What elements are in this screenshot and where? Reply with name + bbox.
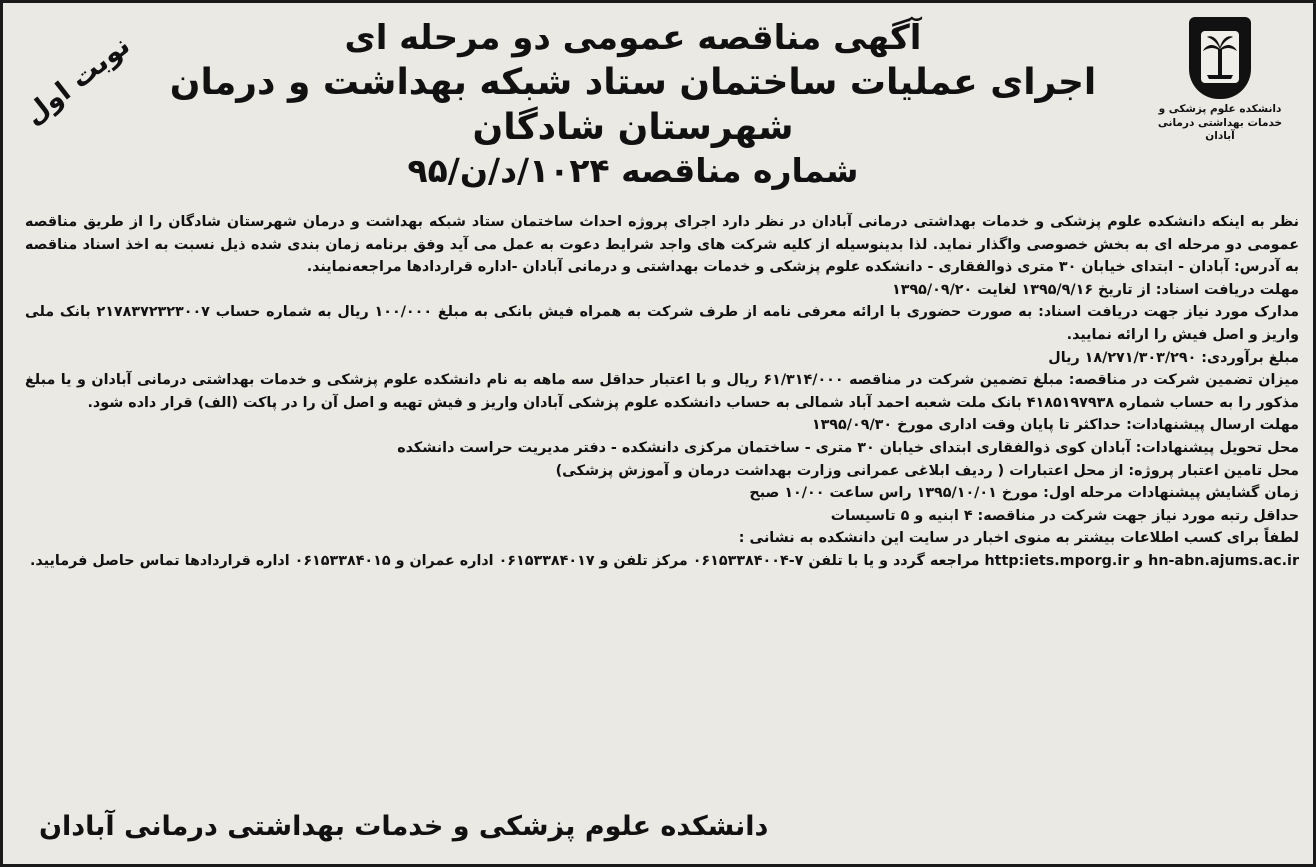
- title-block: [143, 17, 1123, 192]
- intro-paragraph: نظر به اینکه دانشکده علوم پزشکی و خدمات بهداشتی درمانی آبادان در نظر دارد اجرای پروژه احداث ساختمان ستاد شبکه بهداشت و درمان شهرستان شادگان را از طریق مناقصه عمومی دو مرحله ای به بخش خصوصی واگذار نماید. لذا بدینوسیله از کلیه شرکت های واجد شرایط دعوت به عمل می آید وفق برنامه زمان بندی شده ذیل نسبت به اخذ اسناد مناقصه به آدرس: آبادان - ابتدای خیابان ۳۰ متری ذوالفقاری - دانشکده علوم پزشکی و خدمات بهداشتی و درمانی آبادان -اداره قراردادها مراجعه‌نمایند.: [25, 214, 1299, 276]
- delivery-place: محل تحویل پیشنهادات: آبادان کوی ذوالفقاری ابتدای خیابان ۳۰ متری - ساختمان مرکزی دانشکده - دفتر مدیریت حراست دانشکده: [397, 439, 1299, 456]
- notice-body: [25, 211, 1299, 573]
- funding-source: محل تامین اعتبار پروژه: از محل اعتبارات ( ردیف ابلاغی عمرانی وزارت بهداشت درمان و آموزش پزشکی): [555, 462, 1299, 479]
- estimated-amount: مبلغ برآوردی: ۱۸/۲۷۱/۳۰۳/۲۹۰ ریال: [1048, 349, 1299, 366]
- notice-title: آگهی مناقصه عمومی دو مرحله ای: [344, 18, 922, 58]
- first-publication-stamp: نوبت اول: [18, 29, 136, 132]
- info-request: لطفاً برای کسب اطلاعات بیشتر به منوی اخبار در سایت این دانشکده به نشانی :: [738, 530, 1299, 547]
- docs-deadline: مهلت دریافت اسناد: از تاریخ ۱۳۹۵/۹/۱۶ لغایت ۱۳۹۵/۰۹/۲۰: [892, 281, 1299, 298]
- project-title: اجرای عملیات ساختمان ستاد شبکه بهداشت و درمان شهرستان شادگان: [169, 61, 1097, 148]
- tender-number: شماره مناقصه ۱۰۲۴/د/ن/۹۵: [407, 150, 859, 190]
- logo-line2: خدمات بهداشتی درمانی آبادان: [1157, 116, 1283, 143]
- required-documents: مدارک مورد نیاز جهت دریافت اسناد: به صورت حضوری با ارائه معرفی نامه از طرف شرکت به همراه فیش بانکی به مبلغ ۱۰۰/۰۰۰ ریال به شماره حساب ۲۱۷۸۳۷۲۳۲۳۰۰۷ بانک ملی واریز و اصل فیش را ارائه نمایید.: [25, 304, 1299, 343]
- minimum-rank: حداقل رتبه مورد نیاز جهت شرکت در مناقصه: ۴ ابنیه و ۵ تاسیسات: [830, 507, 1299, 524]
- logo-line1: دانشکده علوم پزشکی و: [1158, 103, 1282, 115]
- signature: دانشکده علوم پزشکی و خدمات بهداشتی درمانی آبادان: [39, 811, 769, 842]
- opening-time: زمان گشایش پیشنهادات مرحله اول: مورخ ۱۳۹۵/۱۰/۰۱ راس ساعت ۱۰/۰۰ صبح: [749, 485, 1299, 502]
- guarantee-terms: میزان تضمین شرکت در مناقصه: مبلغ تضمین شرکت در مناقصه ۶۱/۳۱۴/۰۰۰ ریال و با اعتبار حداقل سه ماهه به نام دانشکده علوم پزشکی و خدمات بهداشتی درمانی آبادان و یا مبلغ مذکور را به حساب شماره ۴۱۸۵۱۹۷۹۳۸ بانک ملت شعبه احمد آباد شمالی به حساب دانشکده علوم پزشکی آبادان واریز و فیش تهیه و اصل آن را در پاکت (الف) قرار داده شود.: [25, 372, 1299, 411]
- header: [3, 3, 1313, 203]
- offers-deadline: مهلت ارسال پیشنهادات: حداکثر تا پایان وقت اداری مورخ ۱۳۹۵/۰۹/۳۰: [811, 417, 1299, 434]
- contact-details: hn-abn.ajums.ac.ir و http:iets.mporg.ir مراجعه گردد و یا با تلفن ۷-۰۶۱۵۳۳۸۴۰۰۴ مرکز تلفن و ۰۶۱۵۳۳۸۴۰۱۷ اداره عمران و ۰۶۱۵۳۳۸۴۰۱۵ اداره قراردادها تماس حاصل فرمایید.: [30, 552, 1299, 569]
- university-logo: [1145, 17, 1295, 144]
- emblem-icon: [1189, 17, 1251, 99]
